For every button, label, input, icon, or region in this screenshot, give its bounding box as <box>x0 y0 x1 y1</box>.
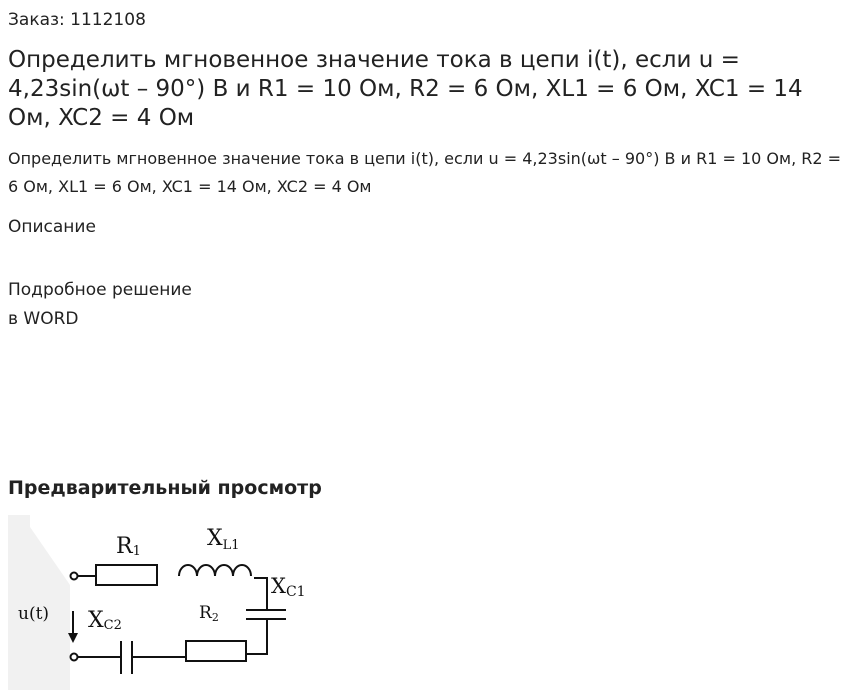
resistor-r1 <box>96 565 157 585</box>
label-xc2: XC2 <box>88 608 122 633</box>
bottom-terminal <box>71 654 78 661</box>
problem-description: Определить мгновенное значение тока в цепи i(t), если u = 4,23sin(ωt – 90°) В и R1 = 10 Ом, R2 = 6 Ом, XL1 = 6 Ом, XC1 = 14 Ом, XC2 = 4 Ом <box>8 149 842 196</box>
circuit-diagram <box>8 515 320 690</box>
label-voltage: u(t) <box>18 604 50 624</box>
preview-heading: Предварительный просмотр <box>8 477 322 499</box>
top-terminal <box>71 573 78 580</box>
order-number: Заказ: 1112108 <box>8 10 146 30</box>
description-label: Описание <box>8 217 96 237</box>
label-xl1: XL1 <box>207 526 240 553</box>
label-r2: R2 <box>199 603 219 624</box>
resistor-r2 <box>186 641 246 661</box>
label-r1: R1 <box>116 534 141 559</box>
circuit-preview-image <box>8 515 320 690</box>
problem-title: Определить мгновенное значение тока в цепи i(t), если u = 4,23sin(ωt – 90°) В и R1 = 10 Ом, R2 = 6 Ом, XL1 = 6 Ом, XC1 = 14 Ом, XC2 = 4 Ом <box>8 47 803 131</box>
inductor-l1 <box>179 565 251 576</box>
wire <box>246 619 267 654</box>
label-xc1: XC1 <box>271 574 306 600</box>
solution-line-1: Подробное решение <box>8 280 192 300</box>
scan-shadow <box>8 515 70 690</box>
wire <box>254 578 267 610</box>
solution-line-2: в WORD <box>8 309 79 329</box>
